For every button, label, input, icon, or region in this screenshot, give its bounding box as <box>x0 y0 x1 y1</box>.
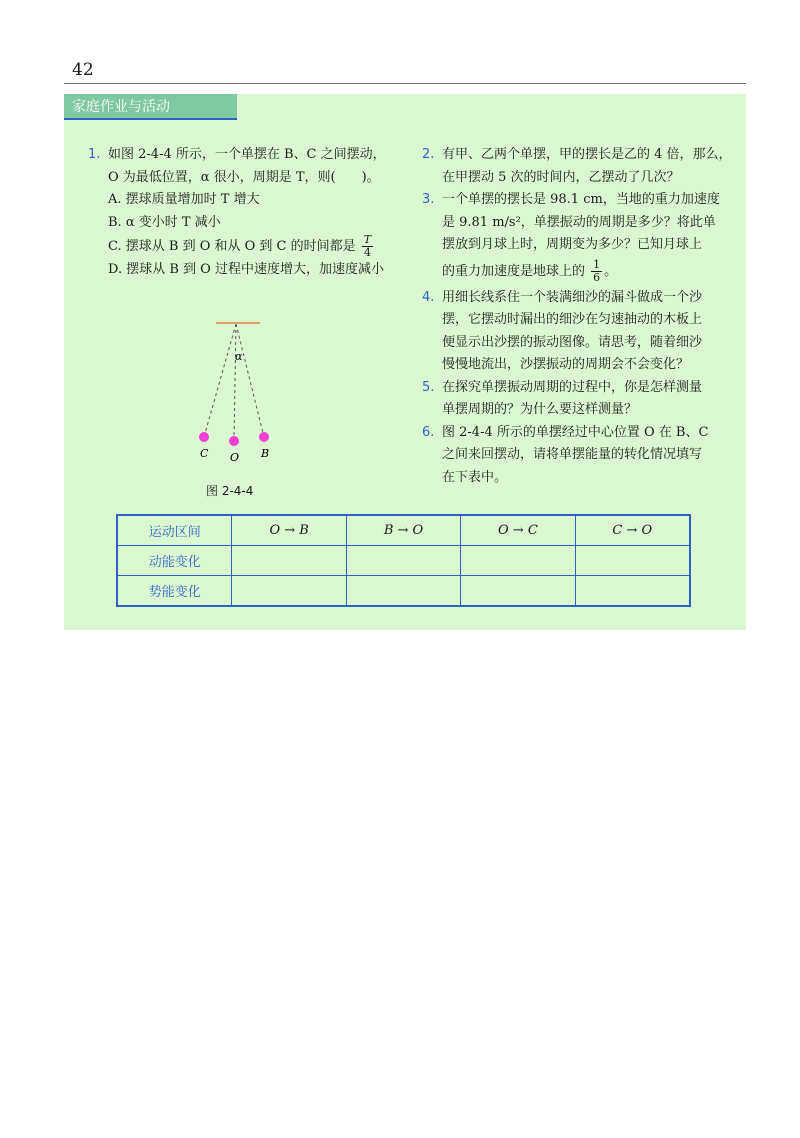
question-3 <box>422 189 732 287</box>
question-text: 图 2-4-4 所示的单摆经过中心位置 O 在 B、C <box>442 424 709 440</box>
label-c: C <box>200 447 209 460</box>
question-4 <box>422 287 732 377</box>
right-column <box>422 144 732 489</box>
header-rule <box>64 83 746 84</box>
question-text: 用细长线系住一个装满细沙的漏斗做成一个沙 <box>442 289 703 305</box>
option-c <box>108 234 418 259</box>
question-text: 如图 2-4-4 所示，一个单摆在 B、C 之间摆动， <box>108 147 386 162</box>
question-1 <box>88 144 418 282</box>
table-header-row <box>117 515 690 546</box>
angle-label: α <box>235 350 243 363</box>
table-row <box>117 546 690 576</box>
fraction-t-over-4 <box>362 234 373 259</box>
table-header-cell: O → B <box>232 515 346 546</box>
question-number: 6. <box>422 424 435 440</box>
section-title: 家庭作业与活动 <box>64 94 237 120</box>
label-b: B <box>261 447 270 460</box>
page-number: 42 <box>72 60 94 80</box>
figure-caption: 图 2-4-4 <box>206 484 254 498</box>
question-text: 在下表中。 <box>442 469 508 485</box>
table-header-cell: C → O <box>575 515 690 546</box>
question-text: 摆，它摆动时漏出的细沙在匀速抽动的木板上 <box>442 312 703 327</box>
table-header-cell: 运动区间 <box>117 515 232 546</box>
bob-b <box>259 432 269 442</box>
question-number: 1. <box>88 147 101 162</box>
row-label: 动能变化 <box>117 546 232 576</box>
table-cell[interactable] <box>232 546 346 576</box>
bob-o <box>229 436 239 446</box>
fraction-denominator: 6 <box>593 270 601 284</box>
table-header-cell: B → O <box>346 515 460 546</box>
question-text: 单摆周期的？为什么要这样测量？ <box>442 402 638 417</box>
question-number: 4. <box>422 289 435 305</box>
question-text <box>442 257 732 287</box>
question-number: 5. <box>422 379 435 395</box>
question-text: 便显示出沙摆的振动图像。请思考，随着细沙 <box>442 334 703 350</box>
question-text-end: 。 <box>604 263 618 279</box>
question-6 <box>422 422 732 490</box>
question-text: 一个单摆的摆长是 98.1 cm，当地的重力加速度 <box>442 192 720 207</box>
fraction-one-sixth <box>591 259 602 284</box>
fraction-numerator: 1 <box>593 257 601 271</box>
question-text-part: 的重力加速度是地球上的 <box>442 263 586 279</box>
question-text: O 为最低位置，α 很小，周期是 T，则( )。 <box>108 169 380 185</box>
question-text: 是 9.81 m/s²，单摆振动的周期是多少？将此单 <box>442 214 716 230</box>
question-text: 慢慢地流出，沙摆振动的周期会不会变化？ <box>442 357 690 372</box>
string-to-b <box>236 324 264 437</box>
question-number: 3. <box>422 192 435 207</box>
fraction-denominator: 4 <box>363 246 371 259</box>
table-cell[interactable] <box>232 576 346 607</box>
label-o: O <box>230 451 240 464</box>
table-cell[interactable] <box>575 576 690 607</box>
table-cell[interactable] <box>461 576 575 607</box>
table-header-cell: O → C <box>461 515 575 546</box>
bob-c <box>199 432 209 442</box>
question-5 <box>422 377 732 422</box>
question-text: 有甲、乙两个单摆，甲的摆长是乙的 4 倍，那么， <box>442 147 732 162</box>
row-label: 势能变化 <box>117 576 232 607</box>
table-cell[interactable] <box>346 546 460 576</box>
energy-table <box>116 514 691 607</box>
pendulum-figure <box>176 319 296 469</box>
option-c-text: C. 摆球从 B 到 O 和从 O 到 C 的时间都是 <box>108 239 356 254</box>
table-row <box>117 576 690 607</box>
option-d: D. 摆球从 B 到 O 过程中速度增大，加速度减小 <box>108 262 384 277</box>
question-2 <box>422 144 732 189</box>
question-text: 在甲摆动 5 次的时间内，乙摆动了几次？ <box>442 169 680 185</box>
string-to-o <box>234 324 236 441</box>
question-text: 摆放到月球上时，周期变为多少？已知月球上 <box>442 237 703 252</box>
question-number: 2. <box>422 147 435 162</box>
question-text: 在探究单摆振动周期的过程中，你是怎样测量 <box>442 379 703 395</box>
option-a: A. 摆球质量增加时 T 增大 <box>108 192 260 207</box>
homework-panel <box>64 94 746 630</box>
question-text: 之间来回摆动，请将单摆能量的转化情况填写 <box>442 447 703 462</box>
table-cell[interactable] <box>575 546 690 576</box>
fraction-numerator: T <box>363 233 372 246</box>
table-cell[interactable] <box>346 576 460 607</box>
table-cell[interactable] <box>461 546 575 576</box>
option-b: B. α 变小时 T 减小 <box>108 214 221 230</box>
string-to-c <box>204 324 236 437</box>
left-column <box>88 144 418 282</box>
